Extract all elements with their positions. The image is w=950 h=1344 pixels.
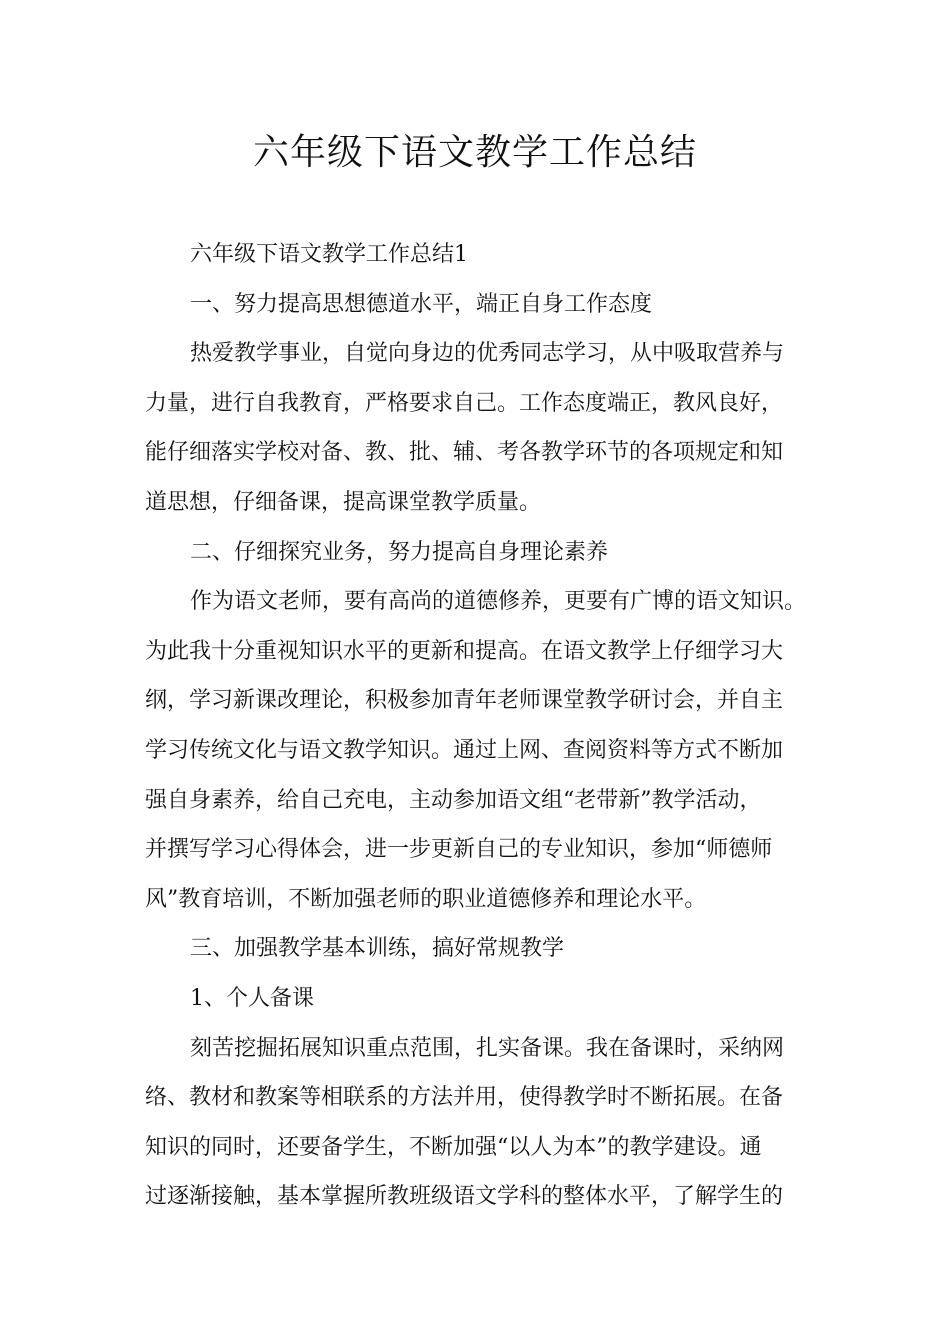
- text-line: 道思想，仔细备课，提高课堂教学质量。: [145, 489, 542, 515]
- text-line: 纲，学习新课改理论，积极参加青年老师课堂教学研讨会，并自主: [145, 688, 784, 714]
- text-line: 作为语文老师，要有高尚的道德修养，更要有广博的语文知识。: [190, 589, 807, 615]
- text-line: 络、教材和教案等相联系的方法并用，使得教学时不断拓展。在备: [145, 1085, 784, 1111]
- text-line: 过逐渐接触，基本掌握所教班级语文学科的整体水平，了解学生的: [145, 1184, 784, 1210]
- text-line: 三、加强教学基本训练，搞好常规教学: [190, 936, 565, 962]
- text-line: 强自身素养，给自己充电，主动参加语文组“老带新”教学活动，: [145, 787, 762, 813]
- text-line: 热爱教学事业，自觉向身边的优秀同志学习，从中吸取营养与: [190, 341, 785, 367]
- text-line: 二、仔细探究业务，努力提高自身理论素养: [190, 539, 609, 565]
- text-line: 六年级下语文教学工作总结1: [190, 242, 468, 267]
- text-line: 刻苦挖掘拓展知识重点范围，扎实备课。我在备课时，采纳网: [190, 1035, 785, 1061]
- text-line: 知识的同时，还要备学生，不断加强“以人为本”的教学建设。通: [145, 1134, 762, 1160]
- document-body: [145, 230, 825, 1222]
- text-line: 一、努力提高思想德道水平，端正自身工作态度: [190, 291, 653, 317]
- text-line: 力量，进行自我教育，严格要求自己。工作态度端正，教风良好，: [145, 390, 784, 416]
- text-line: 为此我十分重视知识水平的更新和提高。在语文教学上仔细学习大: [145, 638, 784, 664]
- text-line: 学习传统文化与语文教学知识。通过上网、查阅资料等方式不断加: [145, 737, 784, 763]
- text-line: 1、个人备课: [190, 985, 314, 1011]
- text-line: 风”教育培训，不断加强老师的职业道德修养和理论水平。: [145, 886, 707, 912]
- text-line: 并撰写学习心得体会，进一步更新自己的专业知识，参加“师德师: [145, 837, 773, 863]
- text-line: 能仔细落实学校对备、教、批、辅、考各教学环节的各项规定和知: [145, 440, 784, 466]
- document-title: 六年级下语文教学工作总结: [252, 132, 697, 173]
